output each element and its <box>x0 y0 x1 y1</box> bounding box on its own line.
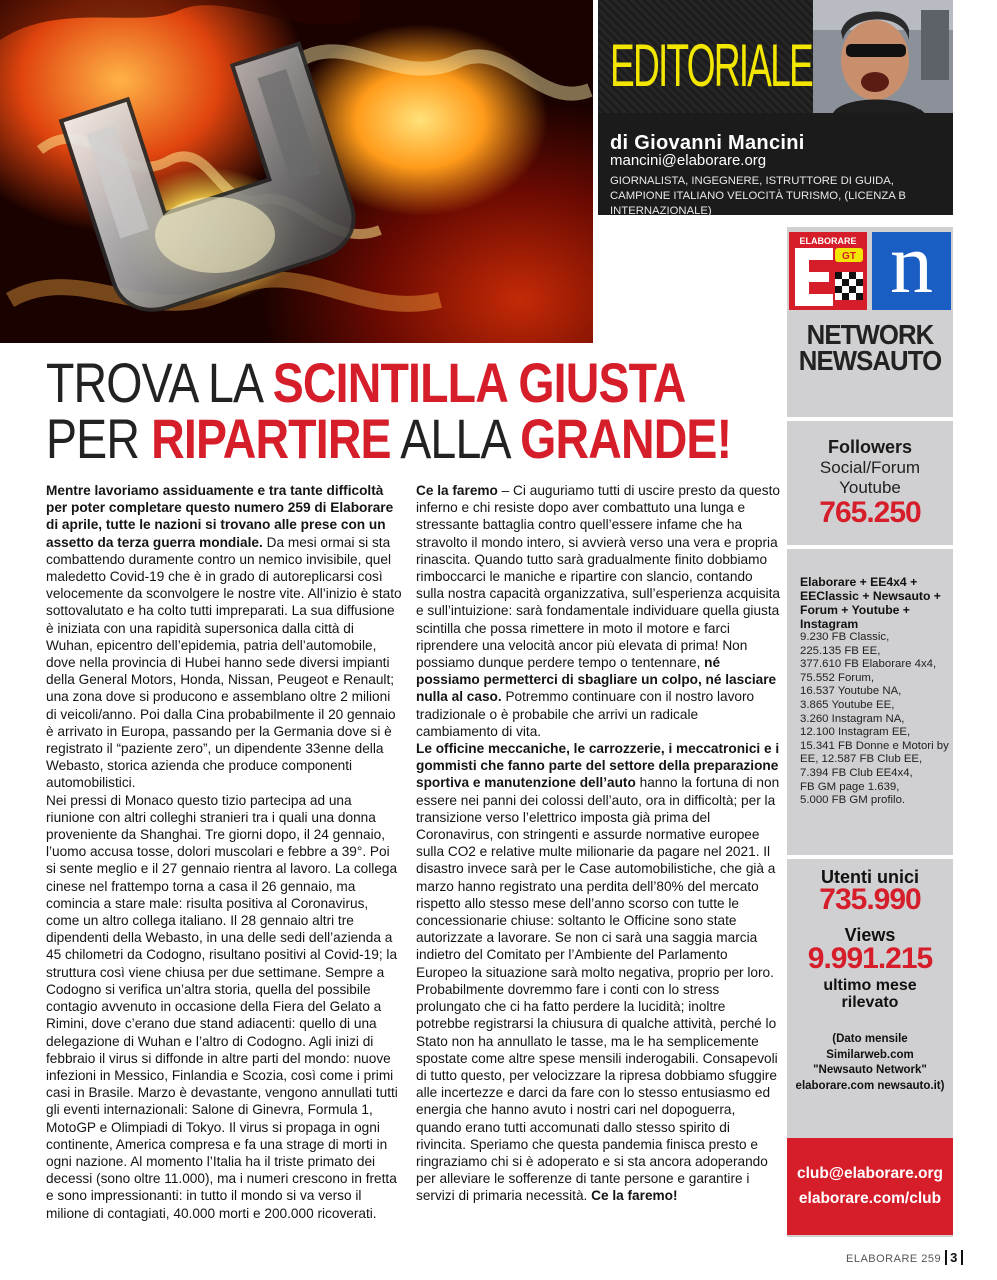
source-note-line: (Dato mensile <box>832 1033 908 1045</box>
article-column-2 <box>416 482 780 1205</box>
magazine-issue: ELABORARE 259 <box>846 1253 942 1265</box>
author-photo <box>813 0 953 113</box>
headline-highlight: SCINTILLA GIUSTA <box>272 351 686 414</box>
social-line: 3.260 Instagram NA, <box>800 712 905 725</box>
social-line: 16.537 Youtube NA, <box>800 685 902 698</box>
club-email-link[interactable]: club@elaborare.org <box>796 1165 944 1182</box>
social-line: 3.865 Youtube EE, <box>800 698 895 711</box>
followers-value: 765.250 <box>819 496 921 529</box>
network-title-line2: NEWSAUTO <box>798 345 942 376</box>
social-line: 7.394 FB Club EE4x4, <box>800 766 913 779</box>
source-note-line: Similarweb.com <box>826 1048 914 1061</box>
headline-part: ALLA <box>390 407 521 470</box>
views-label: Views <box>844 925 896 945</box>
article-paragraph <box>416 740 780 1204</box>
social-line: 225.135 FB EE, <box>800 644 881 657</box>
followers-sub-youtube: Youtube <box>839 478 901 497</box>
paragraph-text: hanno la fortuna di non essere nei panni dei colossi dell’auto, ora in difficoltà; per la transizione verso l’elettrico imposta già prima del Coronavirus, con stringenti e assurde normative europee sulla CO2 e relative multe milionarie da pagare nel 2021. Il disastro invece sarà per le Case automobilistiche, che già a marzo hanno registrato una perdita dell’80% del mercato rispetto allo stesso mese dell’anno scorso con tutte le concessionarie chiuse: soltanto le Officine sono state autorizzate a lavorare. Se non ci sarà una saggia marcia indietro del Comitato per l’Ambiente del Parlamento Europeo la situazione sarà molto negativa, proprio per loro. Probabilmente dovremmo fare i conti con lo stress prolungato che ci ha fatto perdere la lucidità; inoltre potrebbe registrarsi la chiusura di qualche attività, perché lo Stato non ha annullato le tasse, ma le ha semplicemente spostate come altre spese mensili inderogabili. Consapevoli di tutto questo, per velocizzare la ripresa dobbiamo sfuggire alle incertezze e darci da fare con lo stesso entusiasmo ed energia che hanno avuto i nostri cari nel dopoguerra, quando erano tutti accomunati dallo stesso spirito di rivincita. Speriamo che questa pandemia finisca presto e ringraziamo chi si è adoperato e si sta ancora adoperando per alleviare le sofferenze di tante persone e garantire i servizi di primaria necessità. <box>416 775 780 1204</box>
social-line: 12.100 Instagram EE, <box>800 726 911 739</box>
article-paragraph: Nei pressi di Monaco questo tizio partecipa ad una riunione con altri colleghi stranieri tra i quali una donna proveniente da Shanghai. Tre giorni dopo, il 24 gennaio, l’uomo accusa tosse, dolori muscolari e febbre a 39°. Poi si sente meglio e il 27 gennaio rientra al lavoro. La collega cinese nel frattempo torna a casa il 26 gennaio, ma comincia a stare male: risulta positiva al Coronavirus, come un altro collega italiano. Il 28 gennaio altri tre dipendenti della Webasto, in una delle sedi dell’azienda a 45 chilometri da Codogno, risultano positivi al Covid-19; la struttura così viene chiusa per due settimane. Sempre a Codogno si verifica un’altra storia, quella del possibile contagio avvenuto in occasione della Fiera del Gelato a Rimini, dove c’erano due stand adiacenti: quello di una delegazione di Wuhan e l’altro di Codogno. Agli inizi di febbraio il virus si diffonde in altre parti del mondo: nuove infezioni in Messico, Finlandia e Scozia, così come i primi casi in Brasile. Marzo è devastante, vengono annullati tutti gli eventi internazionali: Salone di Ginevra, Formula 1, MotoGP e Olimpiadi di Tokyo. Il virus si propaga in ogni continente, America compresa e fa una strage di morti in ogni nazione. Al momento l’Italia ha il triste primato dei decessi (sono oltre 11.000), ma i numeri crescono in fretta e sono impressionanti: in tutto il mondo si va verso il milione di contagiati, 40.000 morti e 200.000 ricoverati. <box>46 792 398 1221</box>
club-url-link[interactable]: elaborare.com/club <box>798 1190 942 1207</box>
source-note-line: "Newsauto Network" <box>813 1064 927 1076</box>
paragraph-text: – Ci auguriamo tutti di uscire presto da questo inferno e chi resiste dopo aver combattuto una lunga e stressante battaglia contro quell’essere infame che ha stravolto il mondo intero, si avvierà verso una vera e propria rinascita. Quando tutto sarà gradualmente finito dobbiamo rimboccarci le maniche e ripartire con slancio, contando sulla nostra capacità organizzativa, sull’esperienza acquisita e sull’intuizione: sarà fondamentale individuare quella giusta scintilla che possa rimettere in moto il motore e farci riprendere una velocità ancor più elevata di prima! Non possiamo dunque perdere tempo o tentennare, <box>416 483 780 671</box>
headline-part: TROVA LA <box>46 351 273 414</box>
newsauto-logo <box>872 215 951 311</box>
headline-highlight: GRANDE! <box>520 407 732 470</box>
closing-bold-text: Ce la faremo! <box>591 1188 678 1204</box>
article-paragraph <box>416 482 780 740</box>
headline-part: PER <box>46 407 152 470</box>
sidebar-divider <box>787 545 953 549</box>
headline-highlight: RIPARTIRE <box>151 407 391 470</box>
author-bio: GIORNALISTA, INGEGNERE, ISTRUTTORE DI GUIDA, CAMPIONE ITALIANO VELOCITÀ TURISMO, (LICENZA B INTERNAZIONALE) <box>610 175 906 217</box>
social-breakdown-heading: Elaborare + EE4x4 + EEClassic + Newsauto + Forum + Youtube + Instagram <box>800 575 941 631</box>
unique-users-label: Utenti unici <box>821 867 919 887</box>
headline-line1 <box>46 351 686 414</box>
social-line: 9.230 FB Classic, <box>800 631 890 643</box>
newsauto-logo-letter: n <box>890 215 933 311</box>
network-title-line1: NETWORK <box>806 319 934 350</box>
author-info <box>598 118 953 215</box>
network-sidebar <box>787 215 953 1237</box>
social-line: 75.552 Forum, <box>800 671 875 684</box>
views-value: 9.991.215 <box>807 942 933 975</box>
elaborare-logo <box>789 232 867 310</box>
network-title <box>794 319 947 376</box>
page-number: 3 <box>945 1250 963 1265</box>
club-box <box>787 1138 953 1235</box>
lead-paragraph-bold: Mentre lavoriamo assiduamente e tra tante difficoltà per poter completare questo numero 259 di Elaborare di aprile, tutte le nazioni si trovano alle prese con un assetto da terza guerra mondiale. <box>46 483 394 550</box>
paragraph-text: Da mesi ormai si sta combattendo duramente contro un nemico invisibile, quel maledetto Covid-19 che è in grado di autoreplicarsi così velocemente da sconvolgere le nostre vite. All’inizio è stato sottovalutato e ha colto tutti impreparati. La sua diffusione è iniziata con una rapidità supersonica dalla città di Wuhan, epicentro dell’epidemia, patria dell’automobile, dove nella provincia di Hubei hanno sede diversi impianti della General Motors, Honda, Nissan, Peugeot e Renault; una zona dove si producono e assemblano oltre 2 milioni di veicoli/anno. Poi dalla Cina probabilmente il 20 gennaio è arrivato in Europa, passando per la Germania dove si è registrato il “paziente zero”, un dipendente 33enne della Webasto, storica azienda che produce componenti automobilistici. <box>46 534 402 791</box>
section-lead-bold: Ce la faremo <box>416 483 498 498</box>
source-note <box>795 1032 945 1094</box>
source-note-line: elaborare.com newsauto.it) <box>795 1079 945 1092</box>
author-name: di Giovanni Mancini <box>610 132 805 154</box>
headline-line2 <box>46 407 732 470</box>
views-period-line2: rilevato <box>841 994 899 1011</box>
page-footer <box>846 1250 963 1265</box>
paragraph-text: Potremmo continuare con il nostro lavoro tradizionale o è probabile che arrivi un radicale cambiamento di vita. <box>416 689 755 739</box>
article-paragraph <box>46 482 402 792</box>
unique-users-value: 735.990 <box>819 883 921 916</box>
section-title: EDITORIALE <box>610 32 812 99</box>
views-period-line1: ultimo mese <box>823 977 917 994</box>
social-breakdown <box>800 575 950 808</box>
network-logos <box>789 215 951 311</box>
article-column-1 <box>46 482 402 1222</box>
elaborare-logo-wordmark: ELABORARE <box>799 236 857 246</box>
social-line: 377.610 FB Elaborare 4x4, <box>800 658 937 671</box>
editorial-header <box>598 0 953 215</box>
author-email[interactable]: mancini@elaborare.org <box>610 152 767 169</box>
followers-label: Followers <box>827 437 912 457</box>
elaborare-logo-gt: GT <box>842 251 856 262</box>
sidebar-divider <box>787 417 953 421</box>
sidebar-divider <box>787 855 953 859</box>
social-line: 15.341 FB Donne e Motori by EE, 12.587 FB Club EE, <box>800 739 949 766</box>
followers-sub-social: Social/Forum <box>819 458 921 477</box>
paragraph-bold-text: né possiamo permetterci di sbagliare un colpo, né lasciare nulla al caso. <box>416 655 777 705</box>
social-line: 5.000 FB GM profilo. <box>800 794 906 807</box>
social-line: FB GM page 1.639, <box>800 780 900 793</box>
hero-fire-image <box>0 0 593 343</box>
paragraph-bold-text: Le officine meccaniche, le carrozzerie, i meccatronici e i gommisti che fanno parte del settore della preparazione sportiva e manutenzione dell’auto <box>416 741 780 791</box>
piston-illustration <box>0 0 593 343</box>
